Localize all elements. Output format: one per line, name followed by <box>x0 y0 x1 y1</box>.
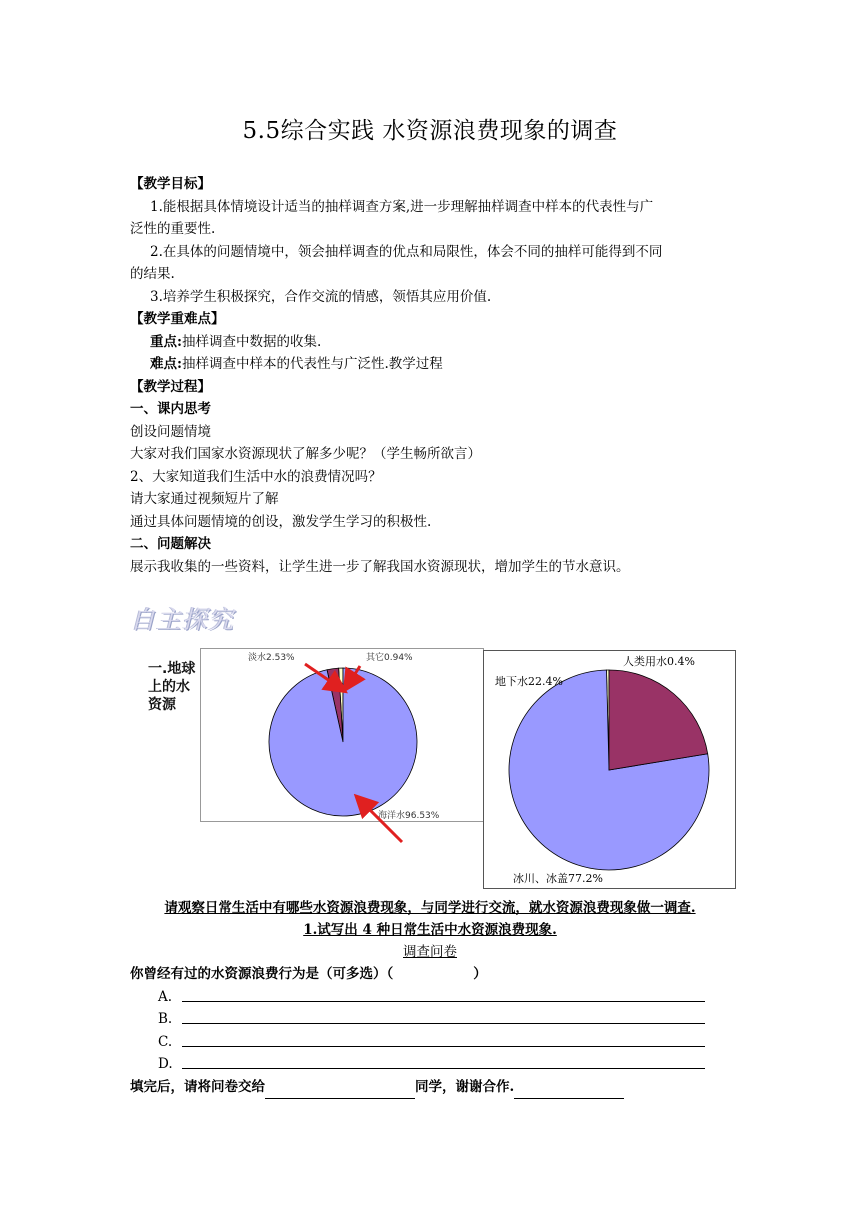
pie-slice-海洋水 <box>269 668 417 816</box>
option-a-label: A. <box>158 989 173 1005</box>
observe-instruction: 请观察日常生活中有哪些水资源浪费现象，与同学进行交流，就水资源浪费现象做一调查. <box>164 900 696 916</box>
key-text: 抽样调查中数据的收集. <box>181 334 322 350</box>
goal-2-line-2: 的结果. <box>130 266 175 282</box>
chart-1-label-fresh: 淡水2.53% <box>248 653 295 663</box>
keypoints-heading: 【教学重难点】 <box>130 311 225 327</box>
question-close: ） <box>473 966 487 982</box>
classmate-name-blank[interactable] <box>265 1084 415 1099</box>
goal-3: 3.培养学生积极探究，合作交流的情感，领悟其应用价值. <box>150 289 492 305</box>
chart-2-label-glacier: 冰川、冰盖77.2% <box>513 872 603 885</box>
diff-text: 抽样调查中样本的代表性与广泛性.教学过程 <box>181 356 443 372</box>
page-title: 5.5综合实践 水资源浪费现象的调查 <box>242 118 618 144</box>
signature-blank[interactable] <box>514 1084 624 1099</box>
process-heading: 【教学过程】 <box>130 379 211 395</box>
option-c-label: C. <box>158 1034 173 1050</box>
section-1-line-2: 大家对我们国家水资源现状了解多少呢？（学生畅所欲言） <box>130 446 481 462</box>
goal-1-line-2: 泛性的重要性. <box>130 221 216 237</box>
survey-question <box>130 963 487 986</box>
goals-heading: 【教学目标】 <box>130 176 211 192</box>
option-b-label: B. <box>158 1011 173 1027</box>
section-1-heading: 一、课内思考 <box>130 401 211 417</box>
side-label-line-1: 一.地球 <box>148 661 196 677</box>
diff-label: 难点: <box>150 356 182 372</box>
key-label: 重点: <box>150 334 182 350</box>
chart-side-label <box>148 660 195 714</box>
side-label-line-3: 资源 <box>148 697 176 713</box>
section-2-line-1: 展示我收集的一些资料，让学生进一步了解我国水资源现状，增加学生的节水意识。 <box>130 559 630 575</box>
fresh-water-pie-chart <box>483 650 737 890</box>
option-d-label: D. <box>158 1056 173 1072</box>
section-2-heading: 二、问题解决 <box>130 536 211 552</box>
closing-line <box>130 1076 624 1099</box>
section-1-line-4: 请大家通过视频短片了解 <box>130 491 279 507</box>
section-1-line-5: 通过具体问题情境的创设，激发学生学习的积极性. <box>130 514 432 530</box>
key-point <box>150 331 321 354</box>
side-label-line-2: 上的水 <box>148 679 190 695</box>
option-c-blank[interactable] <box>182 1046 705 1047</box>
chart-2-label-ground: 地下水22.4% <box>495 675 563 688</box>
goal-1-line-1: 1.能根据具体情境设计适当的抽样调查方案,进一步理解抽样调查中样本的代表性与广 <box>150 199 654 215</box>
option-a-blank[interactable] <box>182 1001 705 1002</box>
task-instruction: 1.试写出 4 种日常生活中水资源浪费现象. <box>303 922 557 938</box>
chart-2-slices <box>509 670 709 870</box>
chart-1-label-other: 其它0.94% <box>366 653 413 663</box>
chart-1-slices <box>269 668 417 816</box>
option-d-blank[interactable] <box>182 1068 705 1069</box>
self-explore-logo: 自主探究 <box>130 605 235 634</box>
option-b-blank[interactable] <box>182 1023 705 1024</box>
chart-2-label-human: 人类用水0.4% <box>623 655 695 668</box>
survey-title: 调查问卷 <box>403 944 457 960</box>
section-1-line-3: 2、大家知道我们生活中水的浪费情况吗？ <box>130 469 382 485</box>
closing-part-1: 填完后，请将问卷交给 <box>130 1079 265 1095</box>
chart-1-label-ocean: 海洋水96.53% <box>378 811 440 821</box>
earth-water-pie-chart <box>200 648 490 853</box>
difficult-point <box>150 353 443 376</box>
section-1-line-1: 创设问题情境 <box>130 424 211 440</box>
question-text: 你曾经有过的水资源浪费行为是（可多选）（ <box>130 966 394 982</box>
closing-part-2: 同学，谢谢合作. <box>415 1079 515 1095</box>
goal-2-line-1: 2.在具体的问题情境中，领会抽样调查的优点和局限性，体会不同的抽样可能得到不同 <box>150 244 663 260</box>
